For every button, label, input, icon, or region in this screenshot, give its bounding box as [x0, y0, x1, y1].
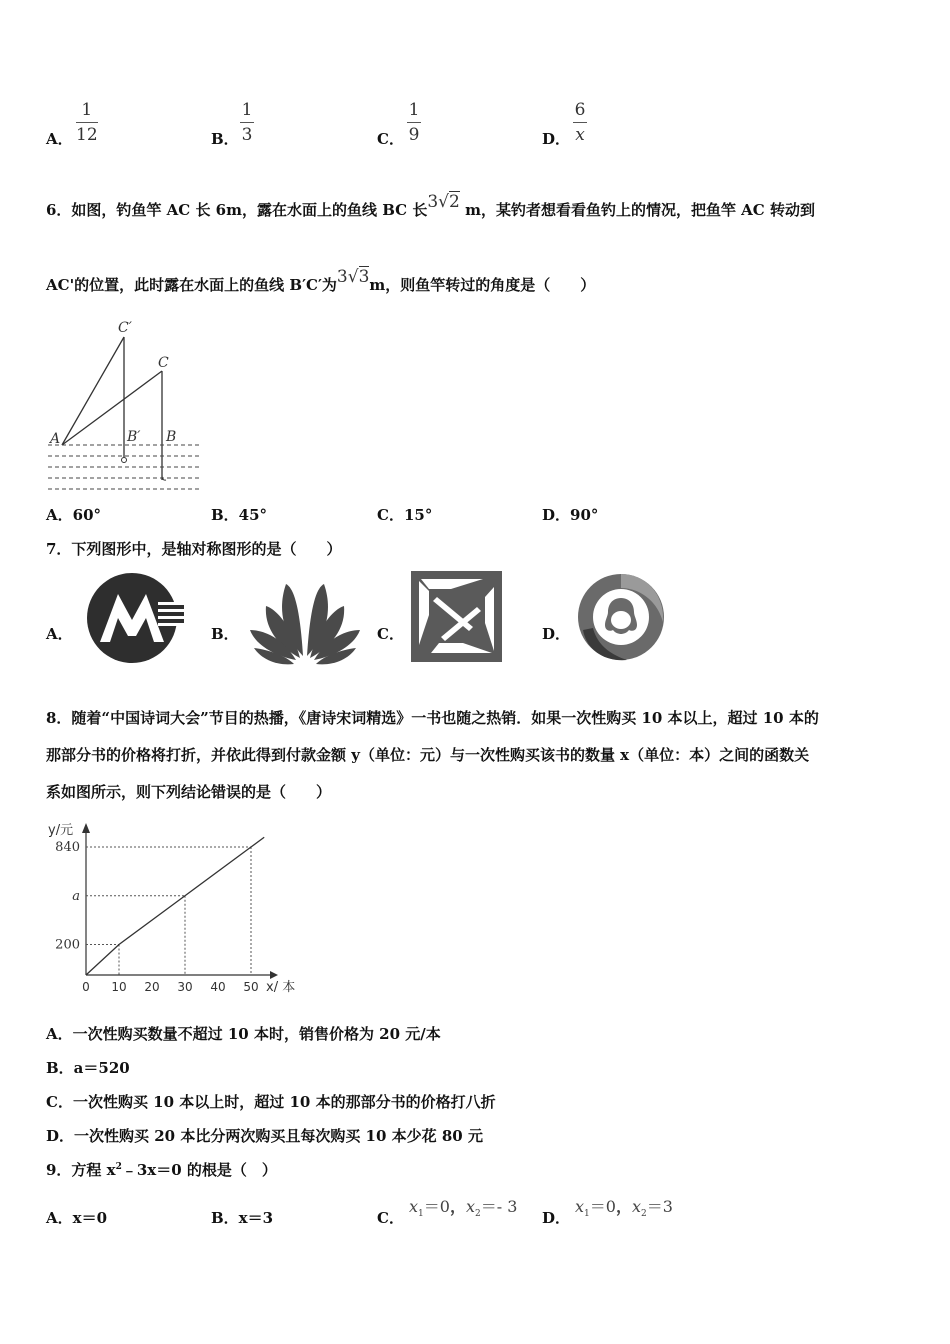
- q7-option-b[interactable]: B．: [211, 625, 239, 643]
- stem-text: 6．如图，钓鱼竿 AC 长 6m，露在水面上的鱼线 BC 长: [46, 201, 428, 219]
- q7-stem: 7．下列图形中，是轴对称图形的是（ ）: [46, 540, 342, 558]
- denominator: x: [575, 125, 585, 145]
- radical-coefficient: 3: [336, 267, 348, 287]
- subscript: 2: [475, 1209, 481, 1220]
- y-axis-arrow-icon: [82, 823, 90, 833]
- q7-option-c[interactable]: C．: [377, 625, 404, 643]
- fraction-bar: [573, 122, 587, 123]
- numerator: 6: [574, 100, 586, 120]
- sqrt-symbol: √: [347, 267, 359, 287]
- q9-option-d[interactable]: [542, 1207, 570, 1228]
- label-b-prime: B′: [127, 429, 141, 445]
- label-c: C: [158, 355, 169, 371]
- y-tick-label-1: a: [72, 888, 80, 904]
- denominator: 3: [241, 125, 253, 145]
- q9-option-a[interactable]: A．x＝0: [46, 1209, 108, 1227]
- q8-stem-line-1: 8．随着“中国诗词大会”节目的热播，《唐诗宋词精选》一书也随之热销．如果一次性购买 10 本以上，超过 10 本的: [46, 709, 819, 727]
- fishing-rod-figure: [44, 315, 209, 495]
- exponent: 2: [115, 1162, 122, 1172]
- qq-circle-logo-icon: [577, 570, 665, 664]
- q5-option-d[interactable]: [542, 128, 570, 149]
- q9-option-c-math: [409, 1194, 517, 1219]
- sqrt-symbol: √: [438, 192, 450, 212]
- x-tick-label-4: 40: [210, 980, 226, 994]
- x-tick-label-3: 30: [177, 980, 193, 994]
- q8-option-d[interactable]: D．一次性购买 20 本比分两次购买且每次购买 10 本少花 80 元: [46, 1127, 483, 1145]
- x-tick-label-5: 50: [243, 980, 259, 994]
- q5-option-a-fraction: [76, 100, 98, 145]
- price-quantity-chart: [44, 815, 304, 1000]
- stem-text: 9．方程 x: [46, 1161, 116, 1179]
- x-tick-label-1: 10: [111, 980, 127, 994]
- value: ＝3: [646, 1197, 673, 1216]
- q5-option-c[interactable]: [377, 128, 404, 149]
- option-label: C．: [377, 130, 404, 148]
- q5-option-a[interactable]: [46, 128, 73, 149]
- stem-text: m，则鱼竿转过的角度是（ ）: [369, 276, 596, 294]
- q9-option-d-math: [575, 1194, 673, 1219]
- option-label: A．: [46, 130, 73, 148]
- q5-option-b[interactable]: [211, 128, 239, 149]
- numerator: 1: [408, 100, 420, 120]
- q6-option-a[interactable]: A．60°: [46, 506, 102, 524]
- denominator: 9: [408, 125, 420, 145]
- x-tick-label-0: 0: [82, 980, 90, 994]
- denominator: 12: [76, 125, 98, 145]
- q9-option-b[interactable]: B．x＝3: [211, 1209, 274, 1227]
- var-x2: x: [465, 1197, 475, 1216]
- q8-option-c[interactable]: C．一次性购买 10 本以上时，超过 10 本的那部分书的价格打八折: [46, 1093, 496, 1111]
- q6-option-b[interactable]: B．45°: [211, 506, 268, 524]
- label-b: B: [166, 429, 177, 445]
- var-x1: x: [409, 1197, 419, 1216]
- label-c-prime: C′: [118, 320, 132, 336]
- hook-b-prime: [122, 458, 127, 463]
- y-tick-label-2: 840: [55, 839, 80, 855]
- fraction-bar: [240, 122, 254, 123]
- q8-option-b[interactable]: B．a＝520: [46, 1059, 130, 1077]
- subscript: 2: [641, 1209, 647, 1220]
- radical-3sqrt2: [427, 192, 460, 212]
- q5-option-c-fraction: [407, 100, 421, 145]
- y-tick-label-0: 200: [55, 937, 80, 953]
- radical-3sqrt3: [337, 267, 370, 287]
- geometric-pattern-icon: [411, 571, 502, 662]
- q6-stem-line-1: [46, 192, 815, 220]
- q9-stem: [46, 1159, 277, 1180]
- var-x1: x: [575, 1197, 585, 1216]
- option-label: D．: [542, 130, 571, 148]
- numerator: 1: [241, 100, 253, 120]
- q8-stem-line-2: 那部分书的价格将打折，并依此得到付款金额 y（单位：元）与一次性购买该书的数量 x（单位：本）之间的函数关: [46, 746, 810, 764]
- x-tick-label-2: 20: [144, 980, 160, 994]
- y-axis-label: y/元: [48, 823, 74, 838]
- q5-option-d-fraction: [573, 100, 587, 145]
- var-x2: x: [631, 1197, 641, 1216]
- stem-text: AC'的位置，此时露在水面上的鱼线 B′C′为: [46, 276, 337, 294]
- label-a: A: [50, 431, 61, 447]
- rod-ac: [62, 371, 162, 445]
- fraction-bar: [407, 122, 421, 123]
- value: ＝- 3: [480, 1197, 518, 1216]
- x-axis-arrow-icon: [270, 971, 278, 979]
- q6-stem-line-2: [46, 267, 596, 295]
- q9-option-c[interactable]: [377, 1207, 404, 1228]
- option-label: B．: [211, 130, 239, 148]
- numerator: 1: [81, 100, 93, 120]
- q5-option-b-fraction: [240, 100, 254, 145]
- fraction-bar: [76, 122, 98, 123]
- q8-stem-line-3: 系如图所示，则下列结论错误的是（ ）: [46, 783, 332, 801]
- q6-option-c[interactable]: C．15°: [377, 506, 433, 524]
- series-line: [86, 837, 264, 975]
- option-label: C．: [377, 1209, 404, 1227]
- radicand: 3: [358, 267, 370, 287]
- value: ＝0: [423, 1197, 450, 1216]
- option-label: D．: [542, 1209, 571, 1227]
- stem-text: m，某钓者想看看鱼钓上的情况，把鱼竿 AC 转动到: [465, 201, 815, 219]
- q7-option-a[interactable]: A．: [46, 625, 73, 643]
- x-axis-label: x/ 本: [266, 980, 296, 995]
- cmb-logo-icon: [86, 572, 184, 664]
- subscript: 1: [584, 1209, 590, 1220]
- subscript: 1: [418, 1209, 424, 1220]
- radicand: 2: [449, 192, 460, 212]
- rod-ac-prime: [62, 337, 124, 445]
- q7-option-d[interactable]: D．: [542, 625, 571, 643]
- stem-text: ﹣3x＝0 的根是（ ）: [121, 1161, 277, 1179]
- q6-option-d[interactable]: D．90°: [542, 506, 599, 524]
- separator: ，: [615, 1197, 632, 1216]
- radical-coefficient: 3: [427, 192, 439, 212]
- separator: ，: [449, 1197, 466, 1216]
- value: ＝0: [589, 1197, 616, 1216]
- q8-option-a[interactable]: A．一次性购买数量不超过 10 本时，销售价格为 20 元/本: [46, 1025, 441, 1043]
- huawei-logo-icon: [246, 578, 364, 668]
